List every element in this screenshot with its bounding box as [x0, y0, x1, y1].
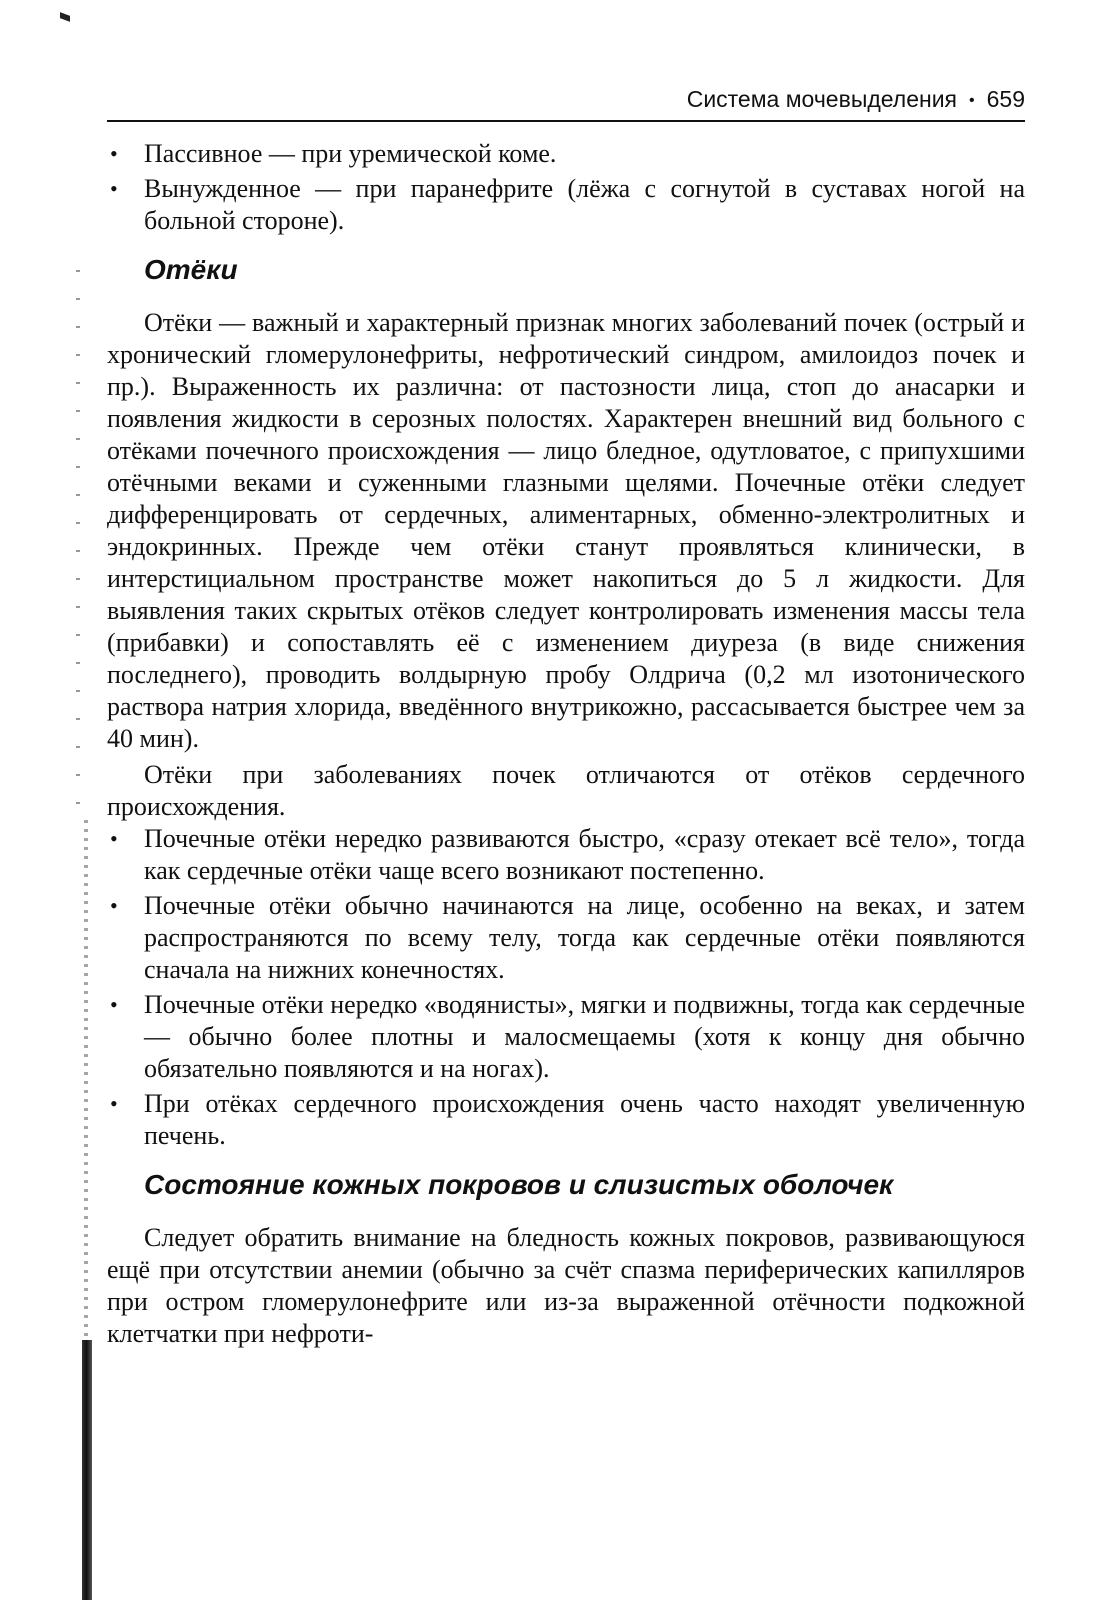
running-header-title: Система мочевыделения: [686, 86, 958, 112]
bullet-icon: •: [110, 176, 118, 201]
list-item: • Почечные отёки обычно начинаются на лице, особенно на веках, и затем распространяются по всему телу, тогда как сердечные отёки появляются сначала на нижних конечностях.: [110, 891, 1025, 984]
list-item: • Вынужденное — при паранефрите (лёжа с согнутой в суставах ногой на больной стороне).: [110, 174, 1025, 235]
running-header: [107, 80, 1025, 122]
paragraph: Следует обратить внимание на бледность кожных покровов, развивающуюся ещё при отсутствии анемии (обычно за счёт спазма периферических капилляров при остром гломерулонефрите или из-за выраженной отёчности подкожной клетчатки при нефроти-: [107, 1223, 1025, 1348]
intro-bullet-list: [107, 138, 1025, 237]
bullet-icon: •: [110, 893, 118, 918]
bullet-icon: •: [110, 826, 118, 851]
running-header-separator: •: [969, 92, 975, 109]
paragraph: Отёки при заболеваниях почек отличаются от отёков сердечного происхождения.: [107, 760, 1025, 821]
section-heading-edema: Отёки: [144, 254, 238, 285]
list-item: • Пассивное — при уремической коме.: [110, 139, 557, 168]
bullet-icon: •: [110, 992, 118, 1017]
list-item: • Почечные отёки нередко развиваются быстро, «сразу отекает всё тело», тогда как сердечные отёки чаще всего возникают постепенно.: [110, 824, 1025, 885]
bullet-icon: •: [110, 141, 118, 166]
scan-artifact: [76, 270, 80, 810]
paragraph: Отёки — важный и характерный признак многих заболеваний почек (острый и хронический гломерулонефриты, нефротический синдром, амилоидоз почек и пр.). Выраженность их различна: от пастозности лица, стоп до анасарки и появления жидкости в серозных полостях. Характерен внешний вид больного с отёками почечного происхождения — лицо бледное, одутловатое, с припухшими отёчными веками и суженными глазными щелями. Почечные отёки следует дифференцировать от сердечных, алиментарных, обменно-электролитных и эндокринных. Прежде чем отёки станут проявляться клинически, в интерстициальном пространстве может накопиться до 5 л жидкости. Для выявления таких скрытых отёков следует контролировать изменения массы тела (прибавки) и сопоставлять её с изменением диуреза (в виде снижения последнего), проводить волдырную пробу Олдрича (0,2 мл изотонического раствора натрия хлорида, введённого внутрикожно, рассасывается быстрее чем за 40 мин).: [107, 308, 1025, 753]
scan-artifact: [84, 820, 88, 1340]
page-number: 659: [986, 86, 1025, 112]
list-item: • При отёках сердечного происхождения очень часто находят увеличенную печень.: [110, 1089, 1025, 1150]
scan-artifact: [60, 12, 70, 22]
section-heading-skin: Состояние кожных покровов и слизистых оболочек: [144, 1169, 894, 1200]
page-body: [107, 138, 1025, 1350]
list-item: • Почечные отёки нередко «водянисты», мягки и подвижны, тогда как сердечные — обычно более плотны и малосмещаемы (хотя к концу дня обычно обязательно появляются и на ногах).: [110, 990, 1025, 1083]
scan-artifact: [82, 1340, 92, 1600]
edema-bullet-list: [107, 823, 1025, 1152]
bullet-icon: •: [110, 1091, 118, 1116]
